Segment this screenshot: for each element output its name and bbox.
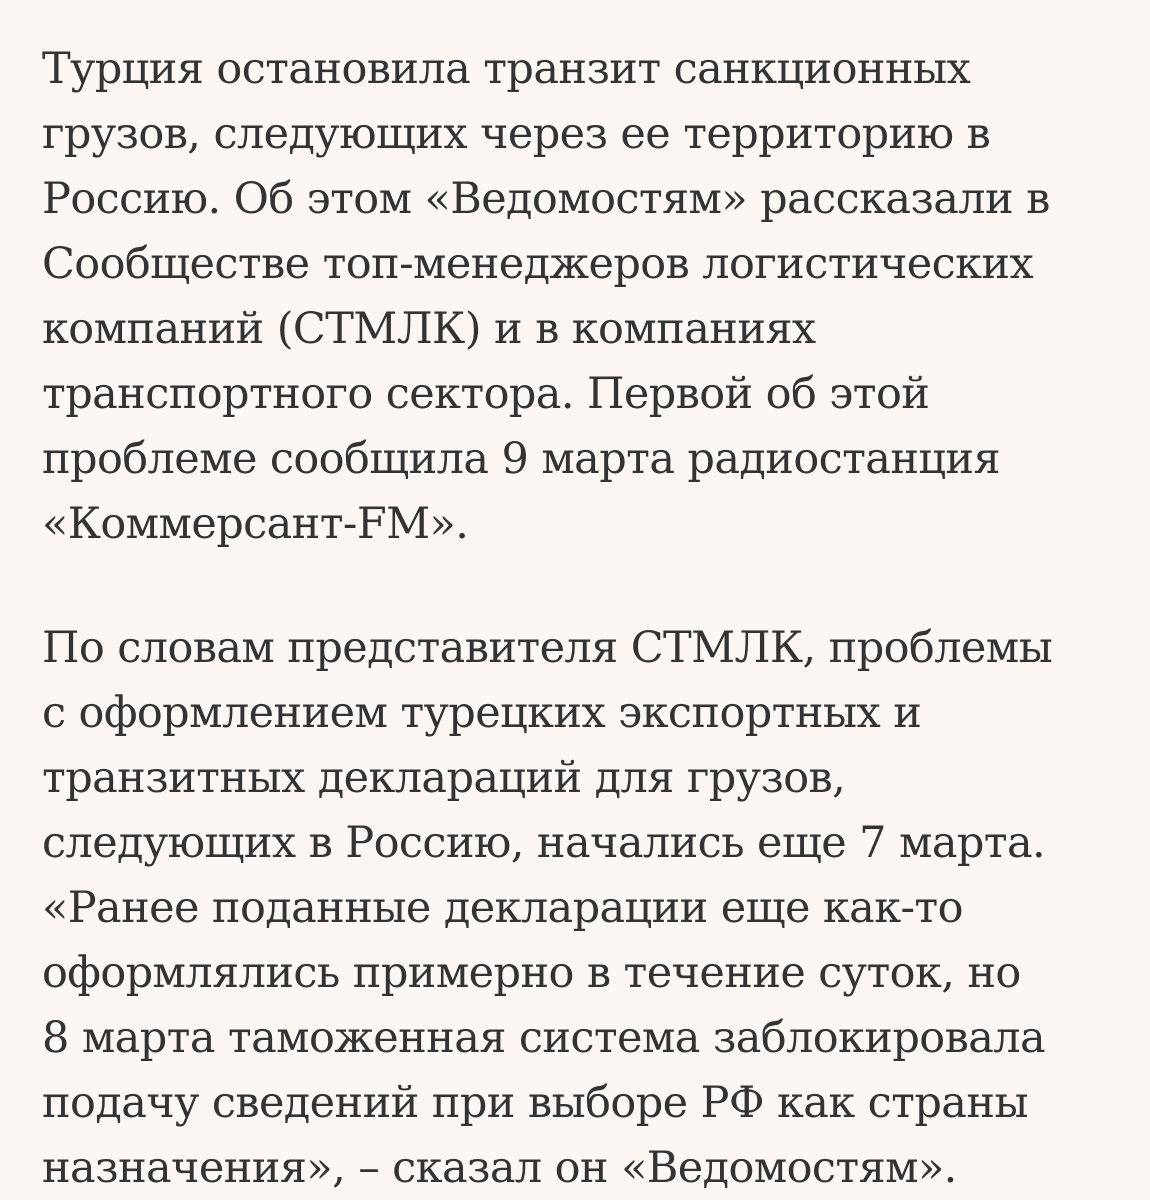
paragraph-line: следующих в Россию, начались еще 7 марта.: [42, 818, 1046, 868]
paragraph-line: «Коммерсант-FM».: [42, 499, 469, 549]
paragraph-line: оформлялись примерно в течение суток, но: [42, 948, 1021, 998]
paragraph-line: с оформлением турецких экспортных и: [42, 688, 922, 738]
paragraph-line: грузов, следующих через ее территорию в: [42, 109, 991, 159]
paragraph-line: проблеме сообщила 9 марта радиостанция: [42, 434, 1001, 484]
paragraph-line: Сообществе топ-менеджеров логистических: [42, 239, 1034, 289]
paragraph-line: По словам представителя СТМЛК, проблемы: [42, 623, 1053, 673]
paragraph-line: «Ранее поданные декларации еще как-то: [42, 883, 963, 933]
paragraph-line: компаний (СТМЛК) и в компаниях: [42, 304, 816, 354]
paragraph-line: транзитных деклараций для грузов,: [42, 753, 846, 803]
paragraph-line: подачу сведений при выборе РФ как страны: [42, 1078, 1028, 1128]
paragraph-line: назначения», – сказал он «Ведомостям».: [42, 1143, 957, 1193]
paragraph-line: транспортного сектора. Первой об этой: [42, 369, 930, 419]
paragraph-line: Россию. Об этом «Ведомостям» рассказали в: [42, 174, 1050, 224]
paragraph-line: 8 марта таможенная система заблокировала: [42, 1013, 1045, 1063]
paragraph-line: Турция остановила транзит санкционных: [42, 44, 971, 94]
